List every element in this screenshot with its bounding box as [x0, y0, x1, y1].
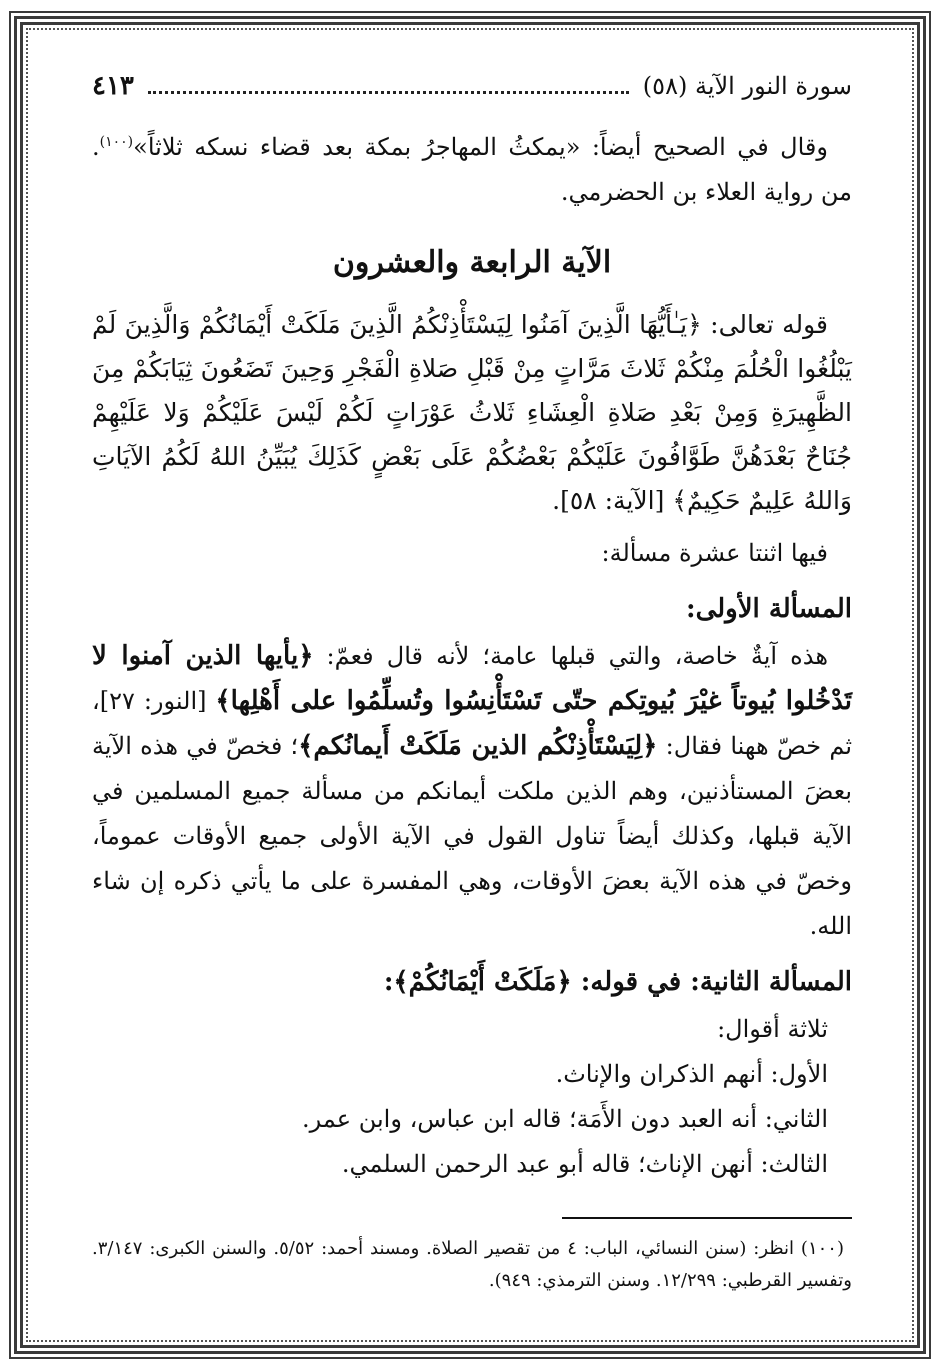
issue1-heading: المسألة الأولى: — [685, 594, 852, 624]
quoted-verse-1: ﴿يأيها الذين آمنوا لا تَدْخُلوا بُيوتاً غيْرَ بُيوتِكم حتّى تَسْتَأْنِسُوا وتُسلِّمُوا على أَهْلِها﴾ — [92, 641, 852, 716]
page-number: ٤١٣ — [92, 71, 134, 101]
issue2-heading: المسألة الثانية: في قوله: ﴿مَلَكَتْ أَيْمَانُكُمْ﴾: — [383, 967, 852, 997]
quoted-verse-2: ﴿لِيَسْتَأْذِنْكُم الذين مَلَكَتْ أَيمانُكم﴾ — [298, 731, 658, 761]
list-item: الثاني: أنه العبد دون الأَمَة؛ قاله ابن عباس، وابن عمر. — [302, 1105, 828, 1133]
issue1-text-b: [النور: ٢٧]، ثم خصّ ههنا فقال: — [92, 687, 853, 760]
section-title: الآية الرابعة والعشرون — [332, 245, 612, 280]
page-body — [92, 66, 852, 1297]
issue2-list — [92, 1007, 852, 1187]
issue1-text-c: ؛ فخصّ في هذه الآية بعضَ المستأذنين، وهم الذين ملكت أيمانكم من مسألة جميع المسلمين في الآية قبلها، وكذلك أيضاً تناول القول في الآية الأولى جميع الأوقات عموماً، وخصّ في هذه الآية بعضَ الأوقات، وهي المفسرة على ما يأتي ذكره إن شاء الله. — [92, 732, 852, 940]
footnote-text: (١٠٠) انظر: (سنن النسائي، الباب: ٤ من تقصير الصلاة. ومسند أحمد: ٥/٥٢. والسنن الكبرى: ٣/١٤٧. وتفسير القرطبي: ١٢/٢٩٩. وسنن الترمذي: ٩٤٩). — [92, 1238, 852, 1291]
running-header — [92, 66, 852, 106]
chapter-title: سورة النور الآية (٥٨) — [642, 72, 852, 100]
list-item: ثلاثة أقوال: — [717, 1015, 828, 1043]
verse-paragraph: قوله تعالى: ﴿يَـٰأَيُّهَا الَّذِينَ آمَنُوا لِيَسْتَأْذِنْكُمُ الَّذِينَ مَلَكَتْ أَيْمَانُكُمْ وَالَّذِينَ لَمْ يَبْلُغُوا الْحُلُمَ مِنْكُمْ ثَلاثَ مَرَّاتٍ مِنْ قَبْلِ صَلاةِ الْفَجْرِ وَحِينَ تَضَعُونَ ثِيَابَكُمْ مِنَ الظَّهِيرَةِ وَمِنْ بَعْدِ صَلاةِ الْعِشَاءِ ثَلاثُ عَوْرَاتٍ لَكُمْ لَيْسَ عَلَيْكُمْ وَلا عَلَيْهِمْ جُنَاحٌ بَعْدَهُنَّ طَوَّافُونَ عَلَيْكُمْ بَعْضُكُمْ عَلَى بَعْضٍ كَذَلِكَ يُبَيِّنُ اللهُ لَكُمُ الآيَاتِ وَاللهُ عَلِيمٌ حَكِيمٌ﴾ [الآية: ٥٨]. — [92, 310, 852, 515]
issues-intro: فيها اثنتا عشرة مسألة: — [601, 539, 828, 567]
footnote-separator — [562, 1217, 852, 1219]
list-item: الأول: أنهم الذكران والإناث. — [555, 1060, 828, 1088]
intro-text: وقال في الصحيح أيضاً: «يمكثُ المهاجرُ بمكة بعد قضاء نسكه ثلاثاً» — [133, 133, 828, 161]
intro-paragraph — [92, 120, 852, 215]
leader-dots — [148, 91, 629, 94]
issue1-text-a: هذه آيةٌ خاصة، والتي قبلها عامة؛ لأنه قال فعمّ: — [313, 642, 828, 670]
intro-tail: . من رواية العلاء بن الحضرمي. — [92, 133, 852, 206]
issue1-paragraph — [92, 634, 852, 949]
footnote-ref: (١٠٠) — [99, 134, 134, 150]
list-item: الثالث: أنهن الإناث؛ قاله أبو عبد الرحمن السلمي. — [341, 1150, 828, 1178]
